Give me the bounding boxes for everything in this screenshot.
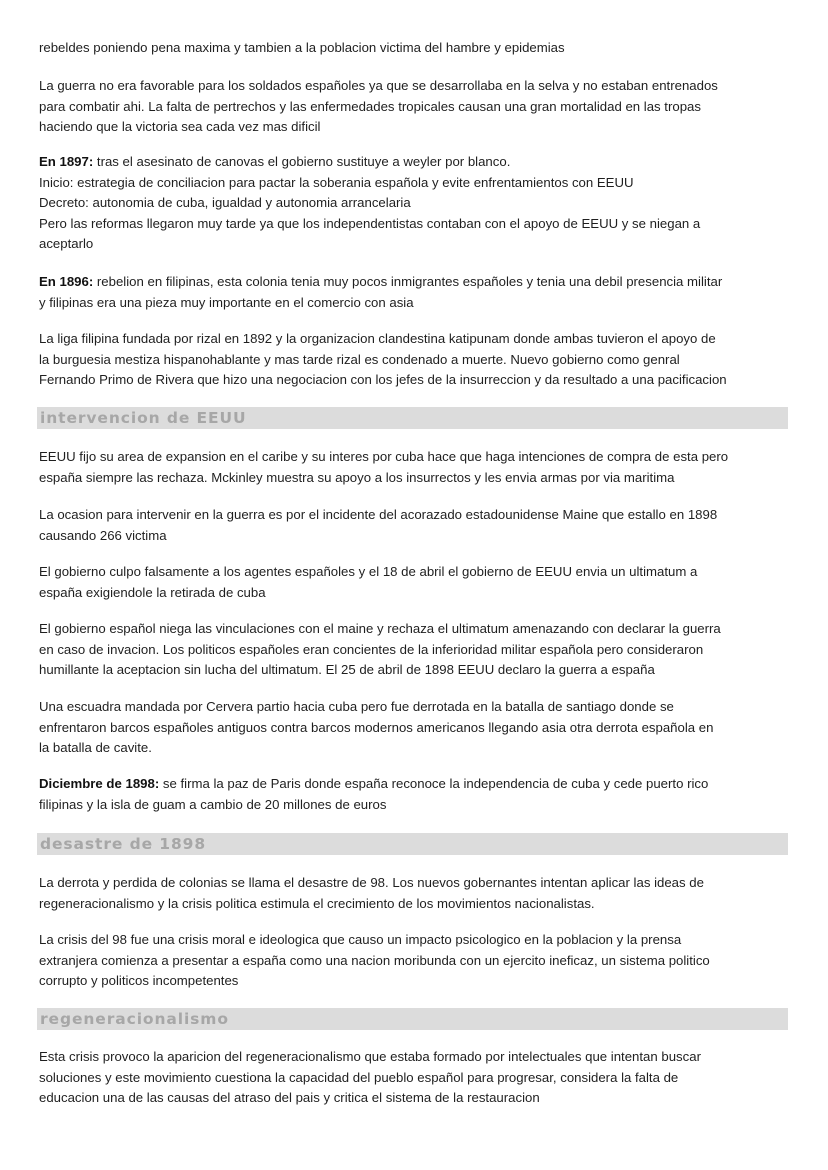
text-line: la burguesia mestiza hispanohablante y mas tarde rizal es condenado a muerte. Nuevo gobierno como genral	[39, 351, 680, 367]
text-line: causando 266 victima	[39, 527, 167, 543]
paragraph	[39, 697, 791, 759]
text-line	[39, 774, 791, 795]
text-line: Una escuadra mandada por Cervera partio hacia cuba pero fue derrotada en la batalla de santiago donde se	[39, 699, 674, 714]
paragraph	[39, 619, 791, 681]
paragraph	[39, 505, 791, 546]
text-line: Fernando Primo de Rivera que hizo una negociacion con los jefes de la insurreccion y da resultado a una pacificacion	[39, 372, 727, 387]
paragraph	[39, 447, 791, 488]
text-line: Inicio: estrategia de conciliacion para pactar la soberania española y evite enfrentamientos con EEUU	[39, 174, 634, 190]
paragraph	[39, 1047, 791, 1109]
text-line: haciendo que la victoria sea cada vez mas dificil	[39, 119, 321, 134]
date-label: En 1896:	[39, 274, 94, 289]
text-line: extranjera comienza a presentar a españa como una nacion moribunda con un ejercito ineficaz, un sistema politico	[39, 952, 710, 968]
text-line: El gobierno español niega las vinculaciones con el maine y rechaza el ultimatum amenazando con declarar la guerra	[39, 621, 721, 636]
text-line: en caso de invacion. Los politicos españoles eran concientes de la inferioridad militar española pero consideraron	[39, 641, 704, 657]
text-line: humillante la aceptacion sin lucha del ultimatum. El 25 de abril de 1898 EEUU declaro la guerra a españa	[39, 662, 655, 677]
text-run: se firma la paz de Paris donde españa reconoce la independencia de cuba y cede puerto rico	[159, 776, 709, 791]
text-line: aceptarlo	[39, 236, 94, 251]
text-line: españa exigiendole la retirada de cuba	[39, 584, 266, 600]
date-label: En 1897:	[39, 154, 94, 169]
paragraph	[39, 930, 791, 992]
paragraph	[39, 562, 791, 603]
text-line: educacion una de las causas del atraso del pais y critica el sistema de la restauracion	[39, 1090, 540, 1105]
text-line: rebeldes poniendo pena maxima y tambien a la poblacion victima del hambre y epidemias	[39, 40, 565, 55]
text-line: soluciones y este movimiento cuestiona la capacidad del pueblo español para progresar, considera la falta de	[39, 1069, 679, 1085]
text-line: enfrentaron barcos españoles antiguos contra barcos modernos americanos llegando asia otra derrota española en	[39, 719, 714, 735]
text-line: La guerra no era favorable para los soldados españoles ya que se desarrollaba en la selva y no estaban entrenados	[39, 78, 718, 93]
paragraph	[39, 873, 791, 914]
paragraph	[39, 272, 791, 313]
text-line	[39, 272, 791, 293]
section-heading-text: regeneracionalismo	[40, 1010, 229, 1028]
text-run: tras el asesinato de canovas el gobierno sustituye a weyler por blanco.	[93, 154, 511, 169]
paragraph	[39, 329, 791, 391]
date-label: Diciembre de 1898:	[39, 776, 160, 791]
text-line: Decreto: autonomia de cuba, igualdad y autonomia arrancelaria	[39, 195, 411, 210]
text-run: rebelion en filipinas, esta colonia tenia muy pocos inmigrantes españoles y tenia una debil presencia militar	[93, 274, 723, 289]
text-line: y filipinas era una pieza muy importante en el comercio con asia	[39, 294, 414, 310]
text-line: la batalla de cavite.	[39, 740, 152, 755]
text-line: El gobierno culpo falsamente a los agentes españoles y el 18 de abril el gobierno de EEUU envia un ultimatum a	[39, 564, 698, 579]
text-line: para combatir ahi. La falta de pertrechos y las enfermedades tropicales causan una gran mortalidad en las tropas	[39, 98, 701, 114]
text-line: La liga filipina fundada por rizal en 1892 y la organizacion clandestina katipunam donde ambas tuvieron el apoyo de	[39, 331, 716, 346]
text-line: EEUU fijo su area de expansion en el caribe y su interes por cuba hace que haga intenciones de compra de esta pero	[39, 449, 729, 464]
text-line: La crisis del 98 fue una crisis moral e ideologica que causo un impacto psicologico en la poblacion y la prensa	[39, 932, 682, 947]
text-line: corrupto y politicos incompetentes	[39, 973, 239, 988]
text-line: regeneracionalismo y la crisis politica estimula el crecimiento de los movimientos nacionalistas.	[39, 895, 595, 911]
text-line: Pero las reformas llegaron muy tarde ya que los independentistas contaban con el apoyo de EEUU y se niegan a	[39, 215, 701, 231]
paragraph	[39, 152, 791, 255]
section-heading	[37, 833, 788, 855]
section-heading-text: intervencion de EEUU	[40, 409, 247, 427]
text-line: filipinas y la isla de guam a cambio de 20 millones de euros	[39, 796, 387, 812]
paragraph	[39, 38, 791, 59]
paragraph	[39, 774, 791, 815]
text-line: españa siempre las rechaza. Mckinley muestra su apoyo a los insurrectos y les envia armas por via maritima	[39, 469, 675, 485]
section-heading	[37, 1008, 788, 1030]
section-heading-text: desastre de 1898	[40, 835, 207, 853]
paragraph	[39, 76, 791, 138]
text-line: La ocasion para intervenir en la guerra es por el incidente del acorazado estadounidense Maine que estallo en 1898	[39, 507, 718, 522]
text-line	[39, 152, 791, 173]
section-heading	[37, 407, 788, 429]
text-line: Esta crisis provoco la aparicion del regeneracionalismo que estaba formado por intelectuales que intentan buscar	[39, 1049, 701, 1064]
text-line: La derrota y perdida de colonias se llama el desastre de 98. Los nuevos gobernantes intentan aplicar las ideas de	[39, 875, 704, 890]
